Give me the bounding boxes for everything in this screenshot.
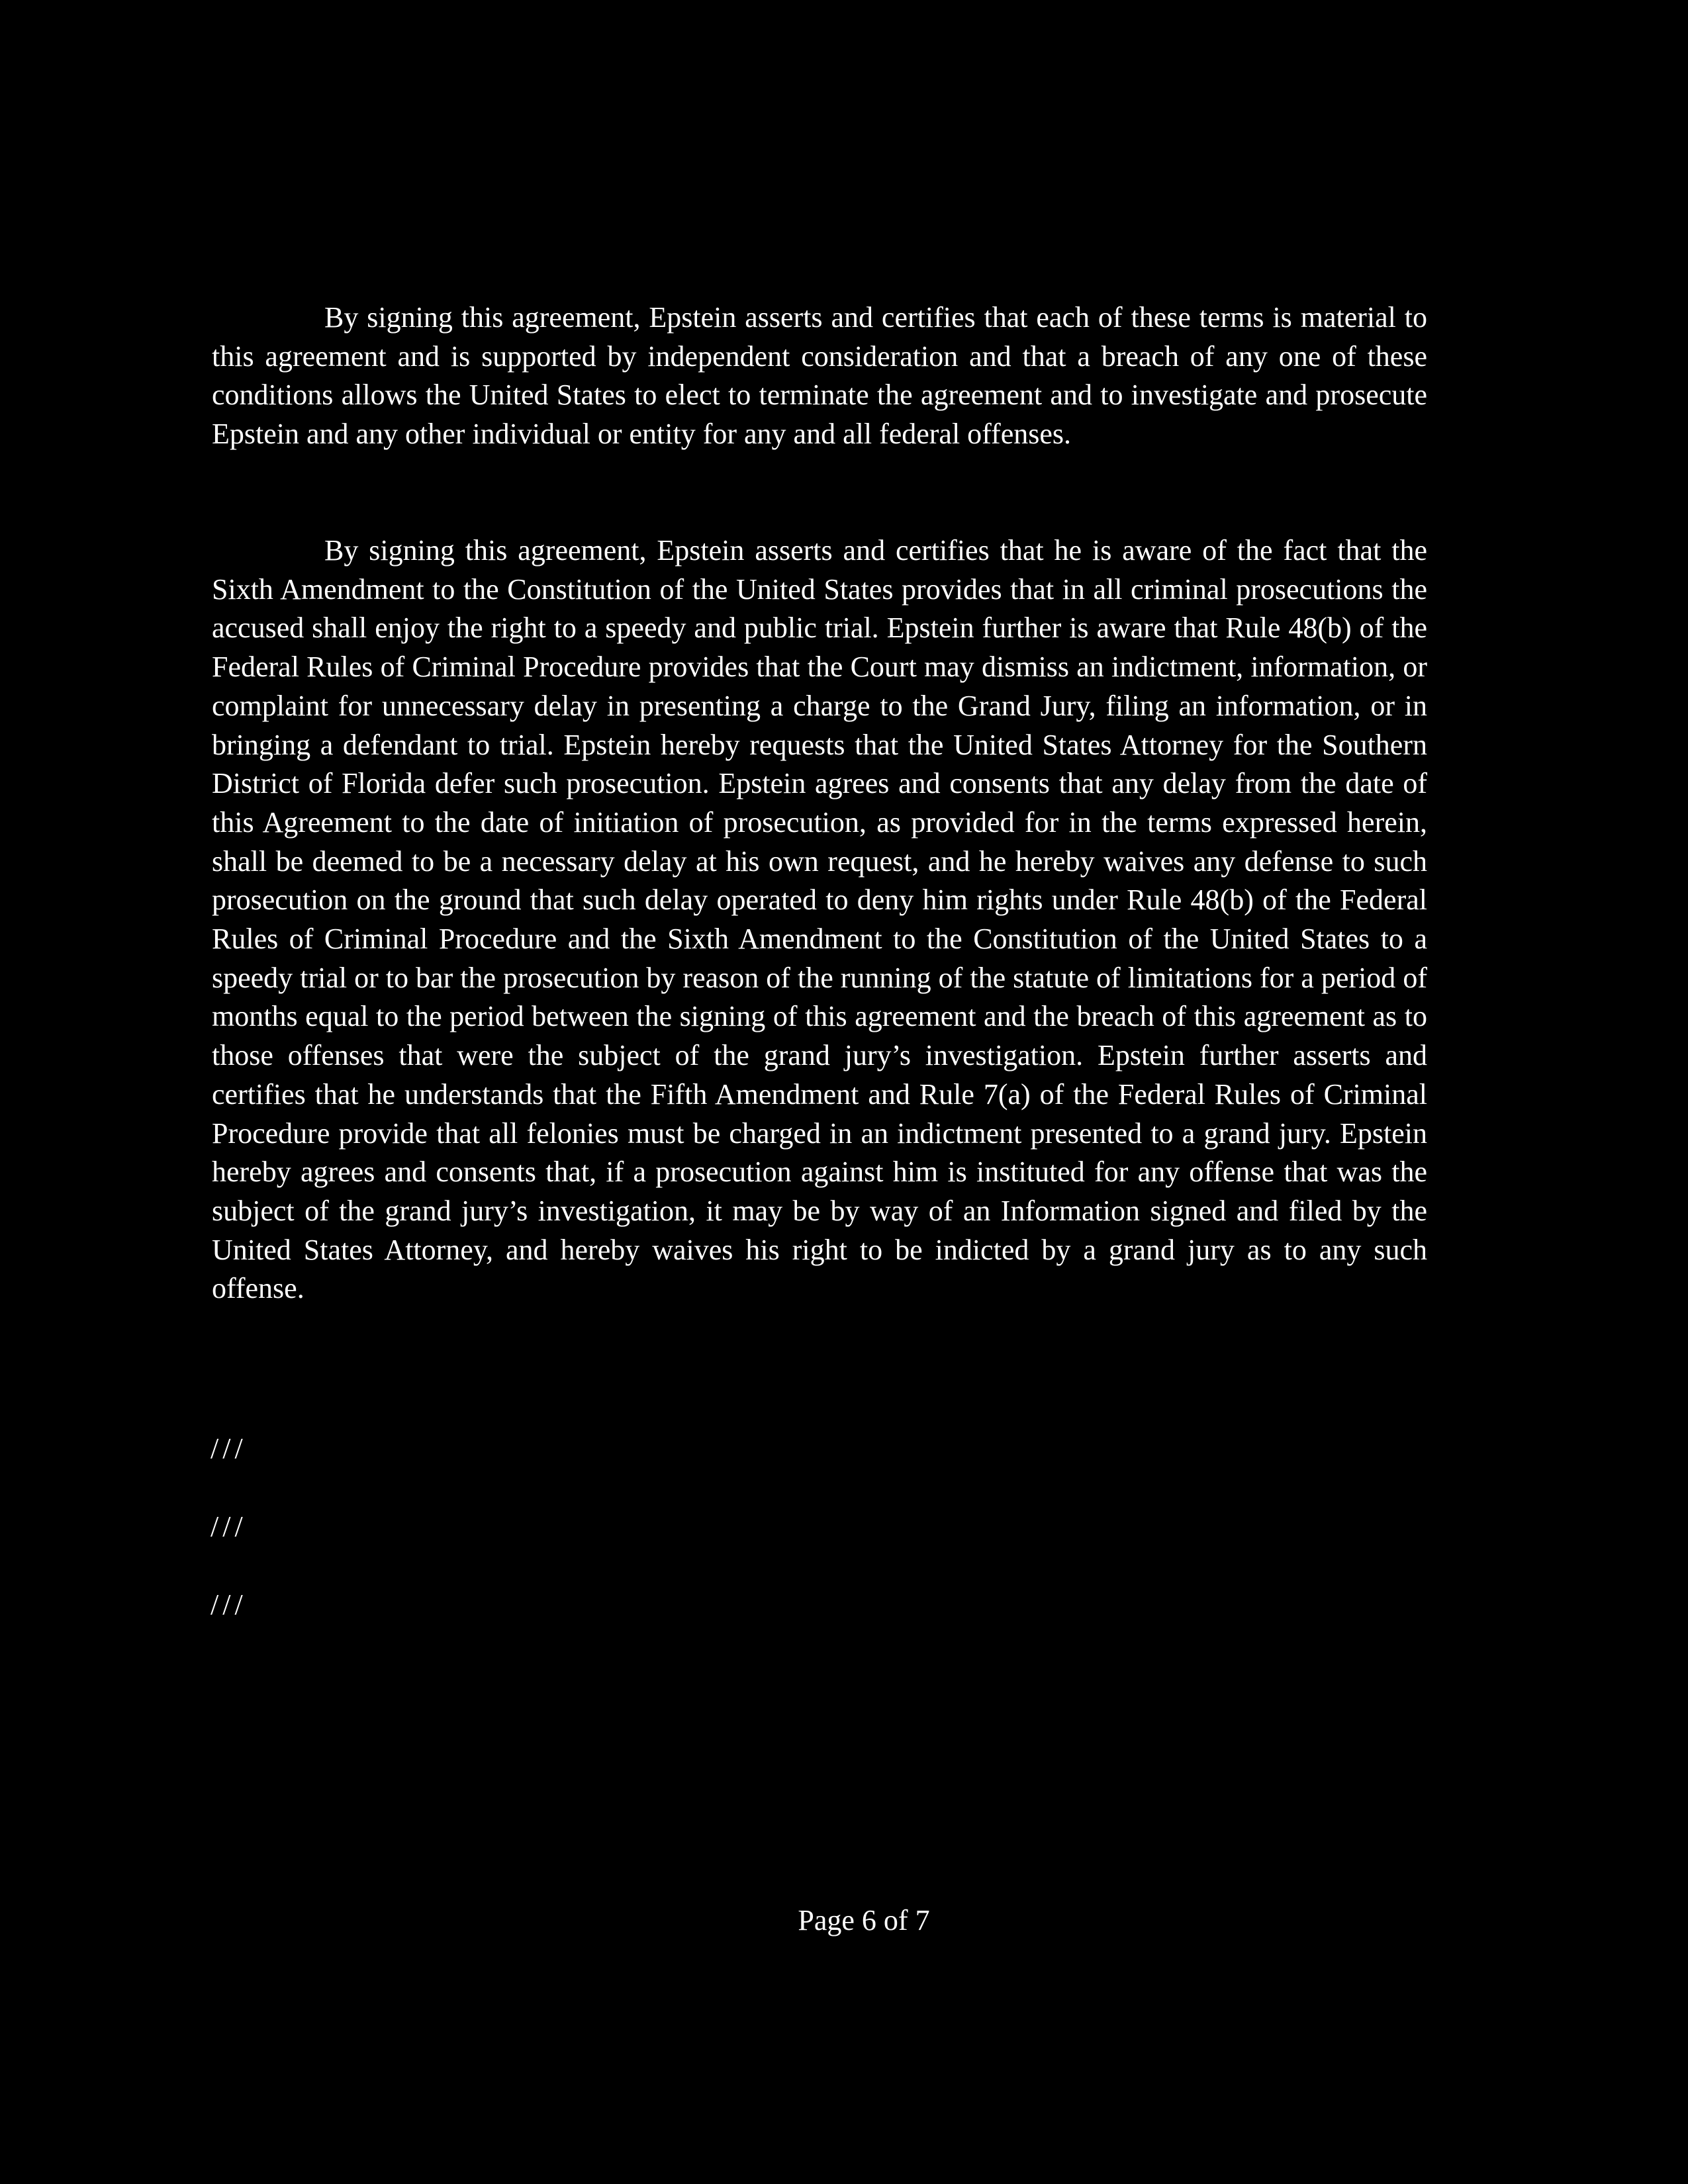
continuation-marker: /// xyxy=(211,1588,247,1621)
continuation-marker: /// xyxy=(211,1432,247,1465)
page-number: Page 6 of 7 xyxy=(798,1904,930,1936)
paragraph-terms-material: By signing this agreement, Epstein asserts and certifies that each of these terms is material to this agreement and is supported by independent consideration and that a breach of any one of these conditions allows the United States to elect to terminate the agreement and to investigate and prosecute Epstein and any other individual or entity for any and all federal offenses. xyxy=(212,301,1427,451)
continuation-marker: /// xyxy=(211,1510,247,1543)
paragraph-speedy-trial-waiver: By signing this agreement, Epstein asserts and certifies that he is aware of the fact that the Sixth Amendment to the Constitution of the United States provides that in all criminal prosecutions the accused shall enjoy the right to a speedy and public trial. Epstein further is aware that Rule 48(b) of the Federal Rules of Criminal Procedure provides that the Court may dismiss an indictment, information, or complaint for unnecessary delay in presenting a charge to the Grand Jury, filing an information, or in bringing a defendant to trial. Epstein hereby requests that the United States Attorney for the Southern District of Florida defer such prosecution. Epstein agrees and consents that any delay from the date of this Agreement to the date of initiation of prosecution, as provided for in the terms expressed herein, shall be deemed to be a necessary delay at his own request, and he hereby waives any defense to such prosecution on the ground that such delay operated to deny him rights under Rule 48(b) of the Federal Rules of Criminal Procedure and the Sixth Amendment to the Constitution of the United States to a speedy trial or to bar the prosecution by reason of the running of the statute of limitations for a period of months equal to the period between the signing of this agreement and the breach of this agreement as to those offenses that were the subject of the grand jury’s investigation. Epstein further asserts and certifies that he understands that the Fifth Amendment and Rule 7(a) of the Federal Rules of Criminal Procedure provide that all felonies must be charged in an indictment presented to a grand jury. Epstein hereby agrees and consents that, if a prosecution against him is instituted for any offense that was the subject of the grand jury’s investigation, it may be by way of an Information signed and filed by the United States Attorney, and hereby waives his right to be indicted by a grand jury as to any such offense. xyxy=(212,534,1427,1305)
